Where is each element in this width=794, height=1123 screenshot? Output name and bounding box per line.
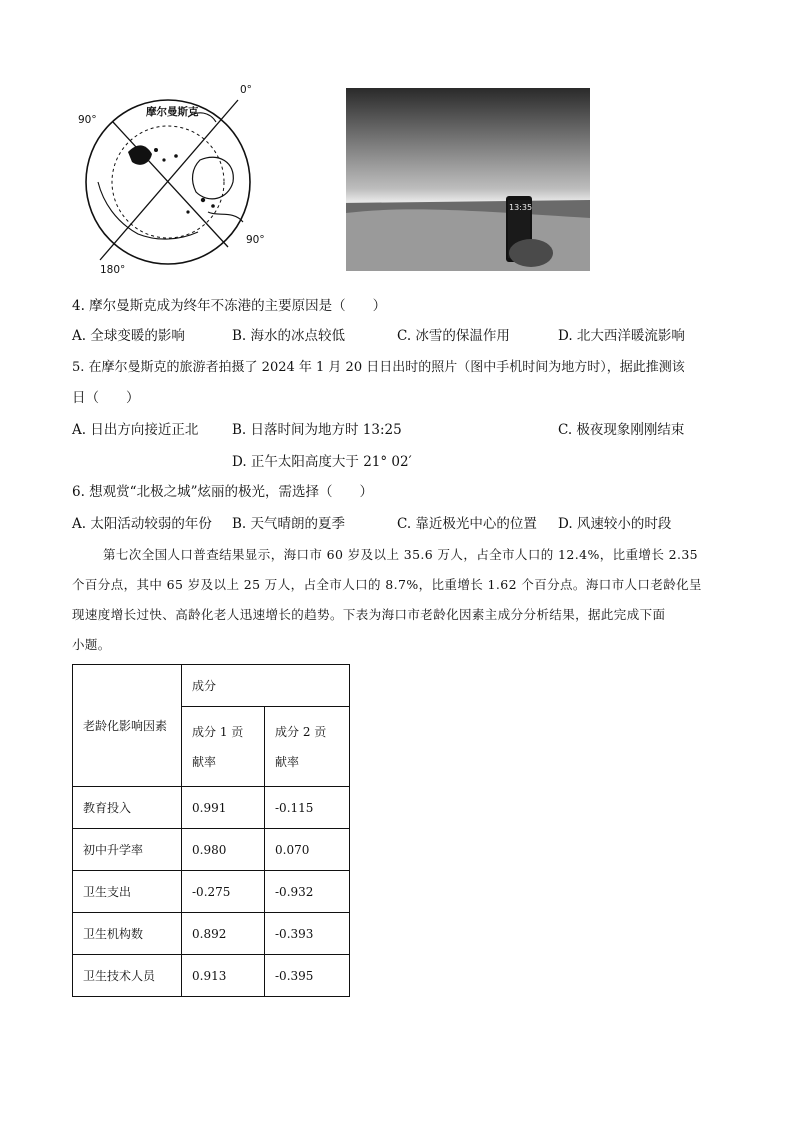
q5-stem-line2: 日（ ） — [72, 390, 140, 406]
row-c1: 0.980 — [182, 829, 265, 871]
aging-factor-table — [72, 664, 350, 997]
q5-option-c: C. 极夜现象刚刚结束 — [558, 422, 685, 438]
polar-map-figure — [68, 82, 268, 277]
q5-option-d: D. 正午太阳高度大于 21° 02′ — [232, 454, 412, 470]
row-c2: -0.115 — [265, 787, 350, 829]
q6-option-a: A. 太阳活动较弱的年份 — [72, 516, 212, 532]
q4-option-b: B. 海水的冰点较低 — [232, 328, 346, 344]
table-row — [73, 955, 350, 997]
q6-option-c: C. 靠近极光中心的位置 — [397, 516, 537, 532]
row-c2: -0.932 — [265, 871, 350, 913]
q6-stem: 6. 想观赏“北极之城”炫丽的极光，需选择（ ） — [72, 484, 373, 500]
q5-option-b: B. 日落时间为地方时 13:25 — [232, 422, 402, 438]
row-c1: 0.913 — [182, 955, 265, 997]
phone-time: 13:35 — [509, 203, 533, 212]
passage-line4: 小题。 — [72, 637, 111, 652]
map-label-0: 0° — [240, 84, 252, 96]
header-c2: 成分 2 贡 献率 — [265, 707, 350, 787]
q5-option-a: A. 日出方向接近正北 — [72, 422, 199, 438]
passage-line1: 第七次全国人口普查结果显示，海口市 60 岁及以上 35.6 万人，占全市人口的 12.4%，比重增长 2.35 — [103, 547, 699, 562]
header-factor: 老龄化影响因素 — [73, 665, 182, 787]
row-factor: 初中升学率 — [73, 829, 182, 871]
map-label-90-right: 90° — [246, 234, 265, 246]
row-c1: -0.275 — [182, 871, 265, 913]
table-row — [73, 787, 350, 829]
sunrise-photo-drawing — [346, 88, 590, 271]
row-c2: 0.070 — [265, 829, 350, 871]
map-label-90-left: 90° — [78, 114, 97, 126]
row-factor: 卫生机构数 — [73, 913, 182, 955]
q6-option-d: D. 风速较小的时段 — [558, 516, 672, 532]
q4-option-c: C. 冰雪的保温作用 — [397, 328, 510, 344]
q4-option-a: A. 全球变暖的影响 — [72, 328, 185, 344]
row-c1: 0.892 — [182, 913, 265, 955]
header-component: 成分 — [182, 665, 350, 707]
row-factor: 卫生技术人员 — [73, 955, 182, 997]
passage-line3: 现速度增长过快、高龄化老人迅速增长的趋势。下表为海口市老龄化因素主成分分析结果，据此完成下面 — [72, 607, 666, 622]
passage-line2: 个百分点，其中 65 岁及以上 25 万人，占全市人口的 8.7%，比重增长 1.62 个百分点。海口市人口老龄化呈 — [72, 577, 702, 592]
table-row — [73, 913, 350, 955]
map-city-label: 摩尔曼斯克 — [146, 106, 199, 118]
table-row — [73, 829, 350, 871]
row-c2: -0.395 — [265, 955, 350, 997]
q4-option-d: D. 北大西洋暖流影响 — [558, 328, 685, 344]
header-c1: 成分 1 贡 献率 — [182, 707, 265, 787]
sunrise-photo — [346, 88, 590, 271]
q6-option-b: B. 天气晴朗的夏季 — [232, 516, 346, 532]
row-c1: 0.991 — [182, 787, 265, 829]
row-c2: -0.393 — [265, 913, 350, 955]
q5-stem-line1: 5. 在摩尔曼斯克的旅游者拍摄了 2024 年 1 月 20 日日出时的照片（图中手机时间为地方时），据此推测该 — [72, 360, 685, 375]
q4-stem: 4. 摩尔曼斯克成为终年不冻港的主要原因是（ ） — [72, 298, 387, 314]
row-factor: 教育投入 — [73, 787, 182, 829]
row-factor: 卫生支出 — [73, 871, 182, 913]
map-label-180: 180° — [100, 264, 126, 276]
table-row — [73, 871, 350, 913]
